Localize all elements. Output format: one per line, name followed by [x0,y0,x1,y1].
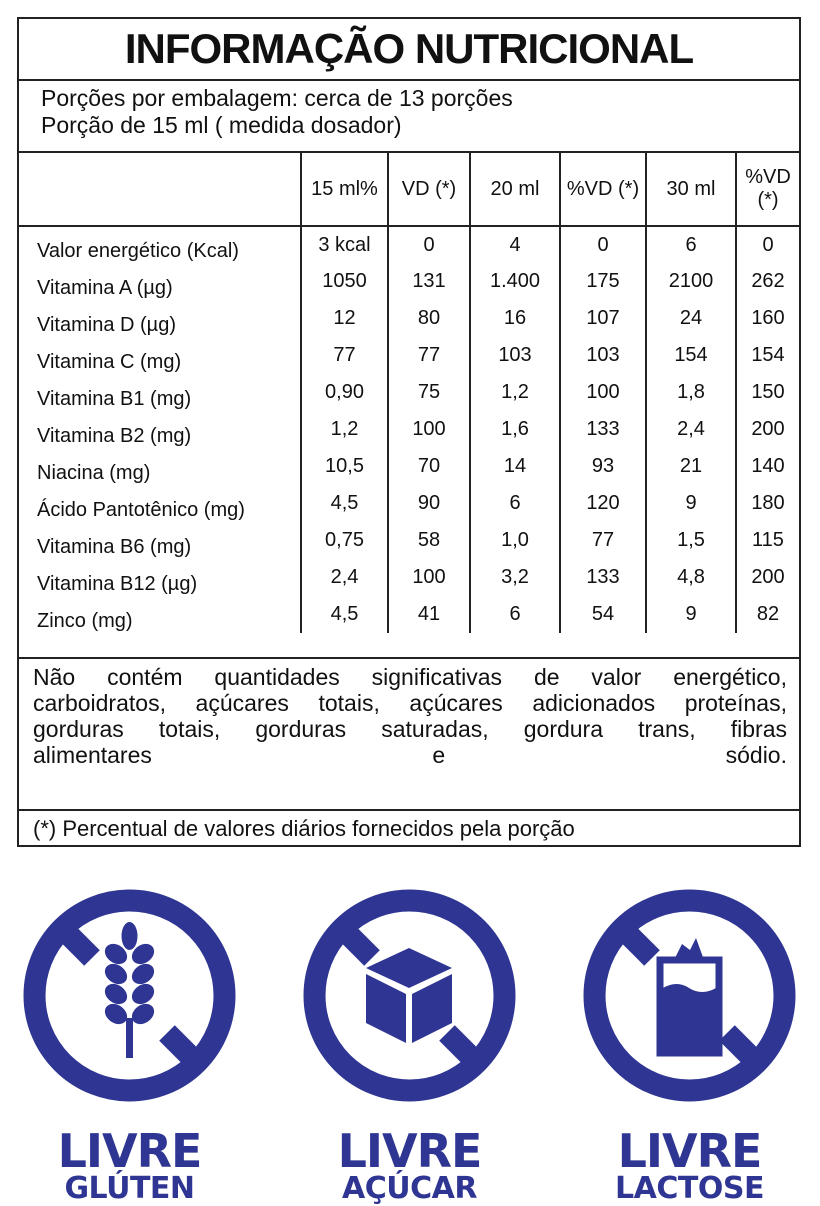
nutrient-value: 131 [388,263,470,300]
nutrient-value: 0 [388,226,470,263]
nutrient-value: 100 [388,411,470,448]
nutrient-value: 75 [388,374,470,411]
nutrient-value: 93 [560,448,646,485]
badge-line1: LIVRE [337,1124,482,1178]
nutrient-value: 262 [736,263,799,300]
table-row [19,448,799,485]
servings-per-package: Porções por embalagem: cerca de 13 porções [41,85,513,111]
column-header: VD (*) [388,153,470,226]
nutrient-value: 9 [646,485,736,522]
note-line: gorduras totais, gorduras saturadas, gordura trans, fibras [33,716,787,742]
sugar-free-label [302,1124,517,1206]
nutrient-label: Valor energético (Kcal) [37,240,239,262]
nutrient-value: 1,5 [646,522,736,559]
sugar-free-badge [302,888,517,1103]
nutrient-value: 1,6 [470,411,560,448]
table-header-row [19,153,799,226]
table-row [19,559,799,596]
column-header: 20 ml [470,153,560,226]
gluten-free-label [22,1124,237,1206]
nutrient-value: 24 [646,300,736,337]
lactose-free-label [582,1124,797,1206]
header-empty-cell [19,153,301,226]
nutrient-value: 4,8 [646,559,736,596]
divider [19,657,799,659]
nutrient-value: 4,5 [301,485,388,522]
nutrient-value: 41 [388,596,470,633]
nutrient-value: 6 [470,485,560,522]
nutrient-value: 100 [388,559,470,596]
nutrient-label: Vitamina D (µg) [37,314,176,336]
serving-info [41,85,513,139]
nutrient-label: Vitamina C (mg) [37,351,182,373]
nutrient-value: 133 [560,411,646,448]
nutrient-value: 1,2 [301,411,388,448]
table-row [19,411,799,448]
nutrient-value: 1.400 [470,263,560,300]
nutrient-label: Vitamina B12 (µg) [37,573,198,595]
nutrient-value: 1050 [301,263,388,300]
nutrient-label: Vitamina B1 (mg) [37,388,192,410]
nutrient-value: 77 [301,337,388,374]
wheat-icon [101,922,158,1058]
gluten-free-badge [22,888,237,1103]
table-row [19,596,799,633]
nutrient-value: 1,0 [470,522,560,559]
nutrient-value: 21 [646,448,736,485]
nutrient-value: 200 [736,411,799,448]
nutrient-label: Vitamina A (µg) [37,277,173,299]
nutrient-value: 16 [470,300,560,337]
table-row [19,300,799,337]
nutrient-value: 4 [470,226,560,263]
nutrient-value: 0 [560,226,646,263]
nutrient-value: 54 [560,596,646,633]
nutrient-value: 0,90 [301,374,388,411]
nutrient-value: 160 [736,300,799,337]
no-sugar-icon [302,888,517,1103]
badge-line2: LACTOSE [615,1171,764,1206]
footnote: (*) Percentual de valores diários fornecidos pela porção [33,816,575,841]
nutrient-value: 58 [388,522,470,559]
table-row [19,522,799,559]
nutrient-label: Zinco (mg) [37,610,133,632]
table-row [19,263,799,300]
lactose-free-badge [582,888,797,1103]
nutrient-value: 154 [736,337,799,374]
note-line: alimentares e sódio. [33,742,787,768]
nutrition-table [19,153,799,633]
nutrient-value: 3,2 [470,559,560,596]
nutrient-value: 10,5 [301,448,388,485]
nutrient-value: 6 [470,596,560,633]
column-header: 15 ml% [301,153,388,226]
nutrient-value: 77 [560,522,646,559]
nutrient-value: 0 [736,226,799,263]
column-header: %VD (*) [736,153,799,226]
nutrient-value: 2,4 [646,411,736,448]
nutrient-value: 1,2 [470,374,560,411]
note-line: carboidratos, açúcares totais, açúcares adicionados proteínas, [33,690,787,716]
no-gluten-icon [22,888,237,1103]
nutrient-value: 180 [736,485,799,522]
nutrient-value: 175 [560,263,646,300]
nutrient-value: 70 [388,448,470,485]
milk-glass-icon [660,938,719,1053]
nutrient-label: Vitamina B2 (mg) [37,425,192,447]
no-lactose-icon [582,888,797,1103]
nutrient-value: 100 [560,374,646,411]
nutrient-value: 2100 [646,263,736,300]
badge-line1: LIVRE [617,1124,762,1178]
badge-line1: LIVRE [57,1124,202,1178]
nutrient-value: 0,75 [301,522,388,559]
panel-title: INFORMAÇÃO NUTRICIONAL [19,19,799,81]
nutrition-note [33,664,787,768]
note-line: Não contém quantidades significativas de valor energético, [33,664,787,690]
nutrient-value: 140 [736,448,799,485]
sugar-cube-icon [366,948,452,1043]
nutrient-value: 115 [736,522,799,559]
nutrient-value: 9 [646,596,736,633]
column-header: %VD (*) [560,153,646,226]
nutrient-value: 12 [301,300,388,337]
portion-size: Porção de 15 ml ( medida dosador) [41,112,402,138]
column-header: 30 ml [646,153,736,226]
nutrient-value: 80 [388,300,470,337]
nutrient-value: 3 kcal [301,226,388,263]
nutrient-value: 77 [388,337,470,374]
nutrient-value: 103 [560,337,646,374]
nutrient-label: Niacina (mg) [37,462,151,484]
divider [19,809,799,811]
nutrient-value: 2,4 [301,559,388,596]
table-row [19,226,799,263]
nutrient-value: 4,5 [301,596,388,633]
nutrient-value: 107 [560,300,646,337]
table-row [19,374,799,411]
nutrient-value: 14 [470,448,560,485]
nutrient-label: Vitamina B6 (mg) [37,536,192,558]
badge-line2: GLÚTEN [64,1171,195,1206]
nutrient-value: 1,8 [646,374,736,411]
badge-line2: AÇÚCAR [342,1171,477,1206]
nutrient-value: 154 [646,337,736,374]
nutrient-label: Ácido Pantotênico (mg) [37,499,245,521]
nutrient-value: 150 [736,374,799,411]
nutrient-value: 103 [470,337,560,374]
nutrient-value: 133 [560,559,646,596]
nutrient-value: 82 [736,596,799,633]
nutrient-value: 90 [388,485,470,522]
nutrient-value: 6 [646,226,736,263]
table-row [19,485,799,522]
nutrient-value: 200 [736,559,799,596]
table-row [19,337,799,374]
nutrient-value: 120 [560,485,646,522]
nutrition-facts-panel [17,17,801,847]
